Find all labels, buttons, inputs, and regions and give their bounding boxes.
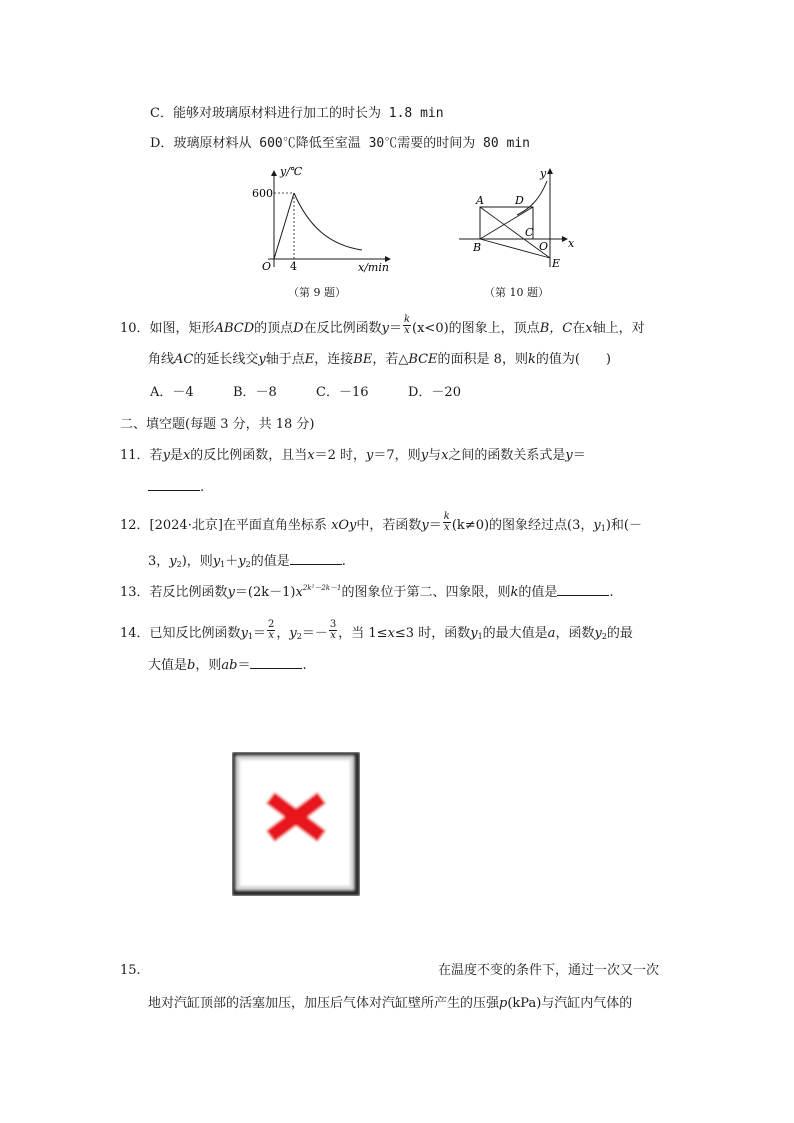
q12-line-1: 12．[2024·北京]在平面直角坐标系 xOy中，若函数y＝ $\frac{k}{x}$ (k≠0)的图象经过点(3，$y_1$)和(－ (120, 511, 642, 533)
q9-figure-caption: （第 9 题） (288, 286, 346, 299)
x-axis-label: x/min (358, 261, 389, 274)
q13-line: 13．若反比例函数$y=(2k-1)x^{2k^2-2k-1}$的图象位于第二、四象限，则k的值是 . (120, 584, 614, 600)
answer-blank[interactable] (290, 552, 342, 565)
q10-line-1: 10．如图，矩形ABCD的顶点D在反比例函数y＝ $\frac{k}{x}$ (x<0)的图象上，顶点B，C在x轴上，对 (120, 314, 645, 336)
option-label: D． (150, 136, 174, 151)
rising-segment (274, 193, 294, 259)
fraction-3-over-x: $\frac{3}{x}$ (329, 619, 337, 641)
answer-blank[interactable] (557, 583, 609, 596)
q9-option-c (150, 106, 444, 122)
option-text: 能够对玻璃原材料进行加工的时长为 1.8 min (172, 106, 444, 121)
fraction-k-over-x: $\frac{k}{x}$ (443, 511, 450, 533)
q14-line-1: 14．已知反比例函数$y_1=$ $\frac{2}{x}$ ，$y_2=-$ $\frac{3}{x}$ ，当 1≤x≤3 时，函数$y_1$的最大值是a，函数$y_2$的最 (120, 619, 633, 641)
q14-line-2: 大值是b，则ab＝ . (148, 658, 307, 673)
option-a: A．－4 (150, 385, 194, 400)
q10-figure (455, 163, 585, 275)
option-label: C． (150, 106, 173, 121)
label-e: E (552, 257, 561, 270)
q15-line-1-right: 在温度不变的条件下，通过一次又一次 (438, 963, 660, 978)
q10-figure-caption: （第 10 题） (484, 286, 549, 299)
label-b: B (473, 241, 482, 254)
option-text: 玻璃原材料从 600℃降低至室温 30℃需要的时间为 80 min (173, 136, 531, 151)
y-tick-label: 600 (252, 187, 273, 200)
y-axis-label: y/℃ (280, 165, 303, 178)
q10-line-2: 角线AC的延长线交y轴于点E，连接BE，若△BCE的面积是 8，则k的值为( ) (148, 352, 611, 367)
label-y: y (540, 167, 547, 180)
broken-image-icon (232, 752, 360, 896)
label-d: D (515, 194, 524, 207)
answer-blank[interactable] (250, 656, 302, 669)
x-tick-label: 4 (290, 260, 297, 273)
q12-line-2: 3，$y_2$)，则$y_1+y_2$的值是 . (148, 554, 346, 569)
q15-number: 15. (120, 963, 141, 978)
q9-figure (250, 163, 400, 275)
label-a: A (476, 194, 484, 207)
label-o: O (539, 240, 549, 253)
option-b: B．－8 (233, 385, 277, 400)
section-title: 二、填空题(每题 3 分，共 18 分) (120, 417, 315, 432)
origin-label: O (262, 260, 272, 273)
q11-line-2: . (148, 478, 204, 496)
answer-blank[interactable] (148, 478, 200, 491)
q15-line-2: 地对汽缸顶部的活塞加压，加压后气体对汽缸壁所产生的压强p(kPa)与汽缸内气体的 (148, 996, 633, 1011)
q11-line-1: 11．若y是x的反比例函数，且当x＝2 时，y＝7，则y与x之间的函数关系式是y＝ (120, 448, 586, 463)
decay-curve (294, 193, 362, 250)
label-x: x (568, 237, 575, 250)
label-c: C (525, 226, 534, 239)
option-d: D．－20 (408, 385, 461, 400)
fraction-2-over-x: $\frac{2}{x}$ (268, 619, 275, 641)
option-c: C．－16 (316, 385, 369, 400)
fraction-k-over-x: $\frac{k}{x}$ (403, 314, 411, 336)
q9-option-d (150, 136, 530, 152)
q10-options (150, 385, 461, 401)
